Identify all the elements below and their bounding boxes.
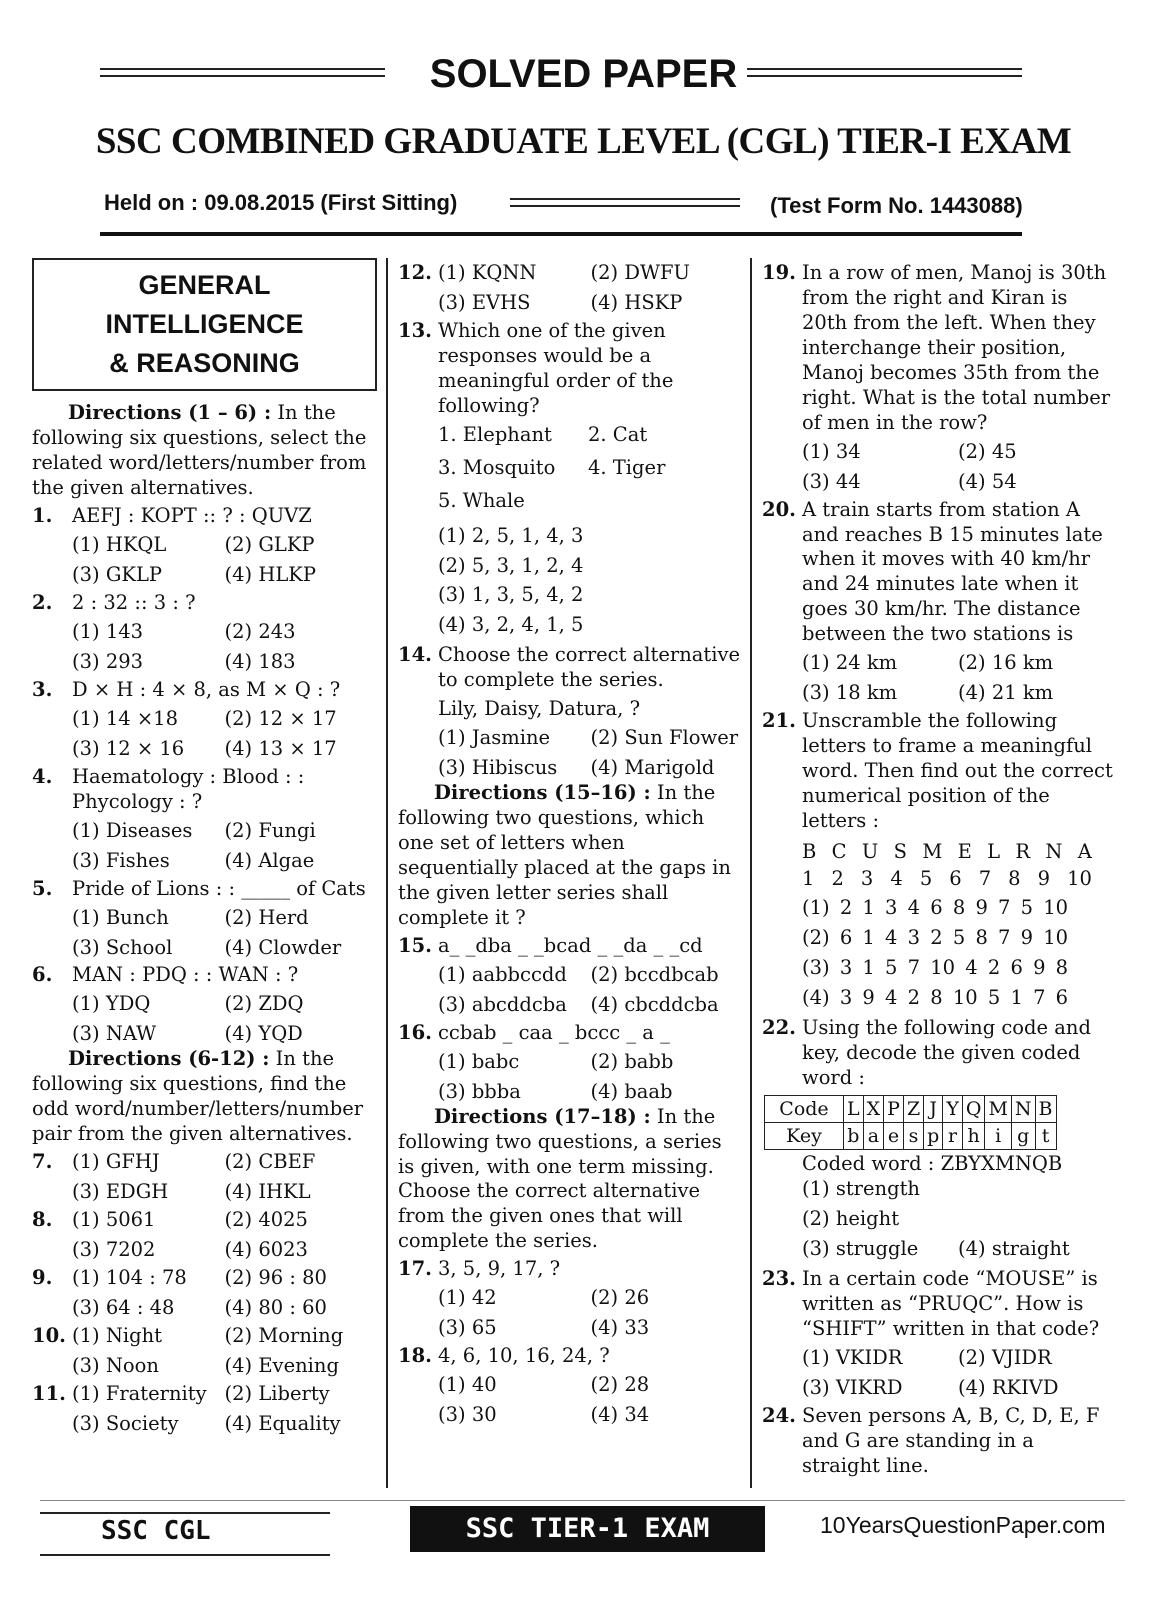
exam-title: SSC COMBINED GRADUATE LEVEL (CGL) TIER-I EXAM bbox=[95, 121, 1072, 162]
question-19: 19. In a row of men, Manoj is 30th from the right and Kiran is 20th from the left. When they interchange their position, Manoj becomes 35th from the right. What is the total number of men in the row? bbox=[762, 261, 1111, 434]
question-14-series: Lily, Daisy, Datura, ? bbox=[438, 697, 641, 721]
question-11: 11. (1) Fraternity (2) Liberty (3) Society (4) Equality bbox=[32, 1381, 341, 1435]
question-2: 2. 2 : 32 :: 3 : ? bbox=[32, 591, 196, 615]
question-17: 17. 3, 5, 9, 17, ? bbox=[398, 1257, 561, 1281]
question-14-options: (1) Jasmine (2) Sun Flower (3) Hibiscus (4) Marigold bbox=[438, 726, 739, 780]
question-4: 4. Haematology : Blood : : Phycology : ? bbox=[32, 764, 305, 813]
column-divider-1 bbox=[386, 258, 388, 1488]
footer-middle: SSC TIER-1 EXAM bbox=[410, 1506, 765, 1552]
question-5: 5. Pride of Lions : : _____ of Cats bbox=[32, 876, 366, 900]
column-divider-2 bbox=[750, 258, 752, 1488]
question-13-options: (1) 2, 5, 1, 4, 3 (2) 5, 3, 1, 2, 4 (3) 1, 3, 5, 4, 2 (4) 3, 2, 4, 1, 5 bbox=[438, 523, 584, 637]
question-21-letters: B C U S M E L R N A bbox=[802, 839, 1092, 863]
question-23: 23. In a certain code “MOUSE” is written as “PRUQC”. How is “SHIFT” written in that code? bbox=[762, 1266, 1100, 1340]
question-3-options: (1) 14 ×18 (2) 12 × 17 (3) 12 × 16 (4) 13 × 17 bbox=[72, 706, 337, 760]
key-row: Key b a e s p r h i g t bbox=[765, 1122, 1057, 1149]
directions-1-6: Directions (1 – 6) : In the following six questions, select the related word/letters/number from the given alternatives. bbox=[32, 401, 367, 500]
column-3 bbox=[762, 258, 1114, 1479]
question-21-numbers: 1 2 3 4 5 6 7 8 9 10 bbox=[802, 866, 1092, 890]
question-13-items: 1. Elephant 2. Cat 3. Mosquito 4. Tiger 5. Whale bbox=[438, 422, 666, 512]
question-20: 20. A train starts from station A and reaches B 15 minutes late when it moves with 40 km/hr and 24 minutes late when it goes 30 km/hr. The distance between the two stations is bbox=[762, 497, 1103, 646]
question-6: 6. MAN : PDQ : : WAN : ? bbox=[32, 963, 299, 987]
question-4-options: (1) Diseases (2) Fungi (3) Fishes (4) Algae bbox=[72, 818, 316, 872]
question-20-options: (1) 24 km (2) 16 km (3) 18 km (4) 21 km bbox=[802, 651, 1054, 705]
question-24: 24. Seven persons A, B, C, D, E, F and G are standing in a straight line. bbox=[762, 1403, 1100, 1477]
directions-17-18: Directions (17–18) : In the following two questions, a series is given, with one term missing. Choose the correct alternative from the given ones that will complete the series. bbox=[398, 1104, 722, 1253]
section-heading: GENERAL INTELLIGENCE & REASONING bbox=[32, 258, 377, 391]
question-18-options: (1) 40 (2) 28 (3) 30 (4) 34 bbox=[438, 1373, 650, 1427]
question-22: 22. Using the following code and key, decode the given coded word : bbox=[762, 1015, 1091, 1089]
question-8: 8. (1) 5061 (2) 4025 (3) 7202 (4) 6023 bbox=[32, 1208, 308, 1262]
question-17-options: (1) 42 (2) 26 (3) 65 (4) 33 bbox=[438, 1286, 650, 1340]
question-15-options: (1) aabbccdd (2) bccdbcab (3) abcddcba (4) cbcddcba bbox=[438, 962, 719, 1016]
coded-word: Coded word : ZBYXMNQB bbox=[802, 1152, 1063, 1176]
question-18: 18. 4, 6, 10, 16, 24, ? bbox=[398, 1344, 610, 1368]
question-1: 1. AEFJ : KOPT :: ? : QUVZ bbox=[32, 504, 312, 528]
question-14: 14. Choose the correct alternative to complete the series. bbox=[398, 643, 741, 692]
question-5-options: (1) Bunch (2) Herd (3) School (4) Clowder bbox=[72, 905, 342, 959]
question-6-options: (1) YDQ (2) ZDQ (3) NAW (4) YQD bbox=[72, 992, 304, 1046]
held-on: Held on : 09.08.2015 (First Sitting) bbox=[104, 190, 458, 215]
question-15: 15. a_ _dba _ _bcad _ _da _ _cd bbox=[398, 933, 703, 957]
page-title: SOLVED PAPER bbox=[0, 52, 1167, 97]
question-16-options: (1) babc (2) babb (3) bbba (4) baab bbox=[438, 1049, 674, 1103]
column-1 bbox=[32, 258, 377, 1437]
footer-left: SSC CGL bbox=[40, 1512, 330, 1556]
question-21: 21. Unscramble the following letters to frame a meaningful word. Then find out the correct numerical position of the letters : bbox=[762, 709, 1113, 833]
footer-rule bbox=[40, 1500, 1125, 1501]
question-19-options: (1) 34 (2) 45 (3) 44 (4) 54 bbox=[802, 439, 1017, 493]
question-1-options: (1) HKQL (2) GLKP (3) GKLP (4) HLKP bbox=[72, 533, 316, 587]
held-rule bbox=[510, 198, 740, 207]
question-21-options: (1) 2 1 3 4 6 8 9 7 5 10 (2) 6 1 4 3 2 5 8 7 9 10 (3) 3 1 5 7 10 4 2 6 9 8 (4) 3 9 4 2 8 10 5 1 7 6 bbox=[802, 895, 1069, 1009]
question-9: 9. (1) 104 : 78 (2) 96 : 80 (3) 64 : 48 (4) 80 : 60 bbox=[32, 1265, 327, 1319]
header-divider bbox=[100, 232, 1022, 236]
directions-6-12: Directions (6-12) : In the following six questions, find the odd word/number/letters/number pair from the given alternatives. bbox=[32, 1047, 364, 1146]
code-row: Code L X P Z J Y Q M N B bbox=[765, 1095, 1057, 1122]
directions-15-16: Directions (15–16) : In the following two questions, which one set of letters when sequentially placed at the gaps in the given letter series shall complete it ? bbox=[398, 781, 731, 929]
footer-website: 10YearsQuestionPaper.com bbox=[820, 1512, 1106, 1538]
column-2 bbox=[398, 258, 743, 1428]
test-form-number: (Test Form No. 1443088) bbox=[770, 193, 1023, 218]
code-key-table bbox=[764, 1095, 1057, 1151]
question-12: 12. (1) KQNN (2) DWFU (3) EVHS (4) HSKP bbox=[398, 261, 690, 314]
question-7: 7. (1) GFHJ (2) CBEF (3) EDGH (4) IHKL bbox=[32, 1150, 316, 1204]
question-16: 16. ccbab _ caa _ bccc _ a _ bbox=[398, 1020, 670, 1044]
question-13: 13. Which one of the given responses would be a meaningful order of the following? bbox=[398, 318, 674, 417]
question-3: 3. D × H : 4 × 8, as M × Q : ? bbox=[32, 677, 341, 701]
question-23-options: (1) VKIDR (2) VJIDR (3) VIKRD (4) RKIVD bbox=[802, 1345, 1059, 1399]
question-22-options: (1) strength (2) height (3) struggle (4) straight bbox=[802, 1177, 1070, 1261]
question-2-options: (1) 143 (2) 243 (3) 293 (4) 183 bbox=[72, 620, 296, 673]
question-10: 10. (1) Night (2) Morning (3) Noon (4) Evening bbox=[32, 1323, 344, 1377]
